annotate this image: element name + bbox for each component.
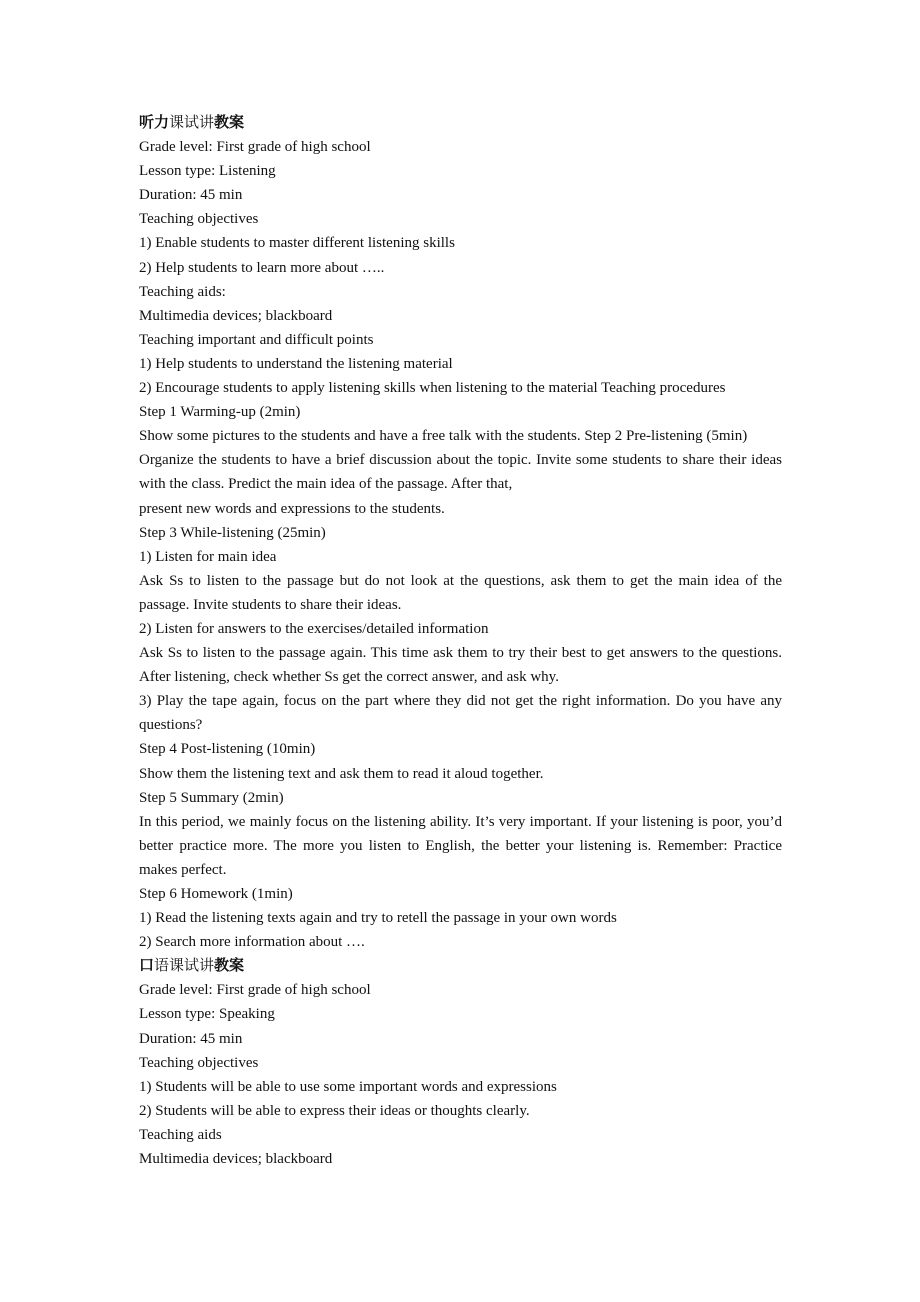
- objective-2: 2) Help students to learn more about …..: [139, 259, 385, 276]
- points-heading: Teaching important and difficult points: [139, 331, 374, 348]
- document-page: [139, 111, 782, 1171]
- objectives-heading: Teaching objectives: [139, 1054, 259, 1071]
- aids-text: Multimedia devices; blackboard: [139, 1151, 333, 1168]
- listening-lesson-title: [139, 111, 782, 135]
- step-3-item-3: 3) Play the tape again, focus on the part where they did not get the right information. Do you have any questions?: [139, 693, 782, 734]
- step-3-item-1: 1) Listen for main idea: [139, 548, 277, 565]
- lesson-type: Lesson type: Listening: [139, 163, 276, 180]
- objective-1: 1) Enable students to master different listening skills: [139, 235, 455, 252]
- grade-level: Grade level: First grade of high school: [139, 139, 371, 156]
- aids-heading: Teaching aids:: [139, 283, 226, 300]
- title-part-1: 口: [139, 958, 155, 975]
- step-4-heading: Step 4 Post-listening (10min): [139, 741, 316, 758]
- step-2-text: Organize the students to have a brief discussion about the topic. Invite some students to share their ideas with the class. Predict the main idea of the passage. After that,: [139, 452, 782, 493]
- objectives-heading: Teaching objectives: [139, 211, 259, 228]
- title-part-1: 听力: [139, 115, 170, 131]
- speaking-lesson-title: [139, 954, 782, 978]
- step-6-heading: Step 6 Homework (1min): [139, 886, 293, 902]
- step-3-item-2: 2) Listen for answers to the exercises/detailed information: [139, 620, 489, 637]
- objective-2: 2) Students will be able to express their ideas or thoughts clearly.: [139, 1102, 530, 1119]
- homework-1: 1) Read the listening texts again and try to retell the passage in your own words: [139, 910, 617, 927]
- step-3-item-2-text: Ask Ss to listen to the passage again. This time ask them to try their best to get answers to the questions. After listening, check whether Ss get the correct answer, and ask why.: [139, 645, 782, 686]
- aids-heading: Teaching aids: [139, 1126, 222, 1143]
- step-1-text: Show some pictures to the students and have a free talk with the students. Step 2 Pre-listening (5min): [139, 428, 748, 445]
- title-part-3: 教案: [214, 958, 245, 975]
- title-part-2: 课试讲: [169, 115, 215, 131]
- homework-2: 2) Search more information about ….: [139, 934, 365, 951]
- title-part-3: 教案: [214, 115, 245, 131]
- objective-1: 1) Students will be able to use some important words and expressions: [139, 1078, 557, 1095]
- duration: Duration: 45 min: [139, 187, 243, 204]
- point-1: 1) Help students to understand the listening material: [139, 355, 453, 372]
- point-2: 2) Encourage students to apply listening skills when listening to the material Teaching procedures: [139, 380, 726, 397]
- step-1-heading: Step 1 Warming-up (2min): [139, 404, 301, 421]
- step-2-text-continued: present new words and expressions to the students.: [139, 500, 445, 517]
- duration: Duration: 45 min: [139, 1030, 243, 1047]
- grade-level: Grade level: First grade of high school: [139, 982, 371, 999]
- lesson-type: Lesson type: Speaking: [139, 1006, 275, 1023]
- step-3-item-1-text: Ask Ss to listen to the passage but do not look at the questions, ask them to get the main idea of the passage. Invite students to share their ideas.: [139, 572, 782, 613]
- aids-text: Multimedia devices; blackboard: [139, 307, 333, 324]
- step-5-heading: Step 5 Summary (2min): [139, 789, 284, 806]
- step-4-text: Show them the listening text and ask them to read it aloud together.: [139, 765, 544, 782]
- step-3-heading: Step 3 While-listening (25min): [139, 524, 326, 541]
- step-5-text: In this period, we mainly focus on the listening ability. It’s very important. If your listening is poor, you’d better practice more. The more you listen to English, the better your listening is. Remember: Practice makes perfect.: [139, 813, 782, 878]
- title-part-2: 语课试讲: [154, 958, 215, 975]
